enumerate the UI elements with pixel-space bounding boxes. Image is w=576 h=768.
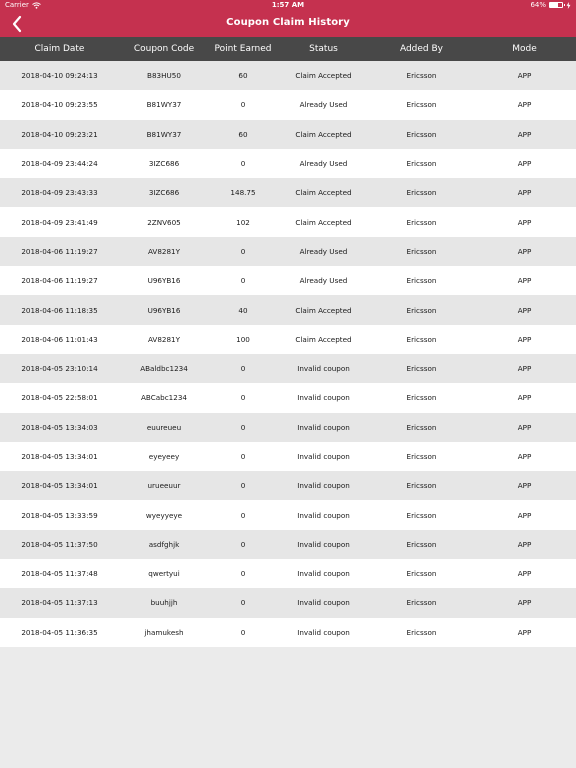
cell-status: Invalid coupon xyxy=(297,422,350,432)
cell-mode: APP xyxy=(517,159,532,169)
cell-coupon-code: buuhjjh xyxy=(150,598,178,608)
cell-mode: APP xyxy=(517,246,532,256)
cell-status: Invalid coupon xyxy=(297,539,350,549)
cell-coupon-code: U96YB16 xyxy=(147,276,181,286)
cell-coupon-code: U96YB16 xyxy=(147,305,181,315)
cell-added-by: Ericsson xyxy=(406,481,437,491)
cell-mode: APP xyxy=(517,334,532,344)
table-row[interactable] xyxy=(0,266,576,295)
cell-status: Invalid coupon xyxy=(297,481,350,491)
table-header xyxy=(0,37,576,61)
cell-added-by: Ericsson xyxy=(406,598,437,608)
cell-point-earned: 60 xyxy=(238,129,248,139)
cell-added-by: Ericsson xyxy=(406,129,437,139)
cell-status: Invalid coupon xyxy=(297,510,350,520)
cell-mode: APP xyxy=(517,71,532,81)
cell-mode: APP xyxy=(517,188,532,198)
cell-status: Claim Accepted xyxy=(295,188,352,198)
cell-claim-date: 2018-04-10 09:24:13 xyxy=(21,71,98,81)
cell-status: Already Used xyxy=(299,246,348,256)
cell-status: Already Used xyxy=(299,159,348,169)
cell-mode: APP xyxy=(517,452,532,461)
table-row[interactable] xyxy=(0,588,576,617)
table-row[interactable] xyxy=(0,618,576,647)
cell-point-earned: 0 xyxy=(240,100,246,110)
cell-point-earned: 148.75 xyxy=(230,188,256,198)
cell-claim-date: 2018-04-05 22:58:01 xyxy=(21,393,98,403)
cell-point-earned: 0 xyxy=(240,276,246,286)
column-header-point-earned: Point Earned xyxy=(214,44,272,54)
cell-claim-date: 2018-04-05 13:33:59 xyxy=(21,510,98,520)
cell-coupon-code: B81WY37 xyxy=(146,100,182,110)
cell-added-by: Ericsson xyxy=(406,159,437,169)
table-row[interactable] xyxy=(0,500,576,529)
cell-added-by: Ericsson xyxy=(406,305,437,315)
cell-claim-date: 2018-04-09 23:41:49 xyxy=(21,217,98,227)
cell-mode: APP xyxy=(517,627,532,637)
cell-status: Claim Accepted xyxy=(295,334,352,344)
cell-added-by: Ericsson xyxy=(406,569,437,579)
cell-point-earned: 0 xyxy=(240,246,246,256)
cell-coupon-code: AV8281Y xyxy=(147,334,181,344)
cell-added-by: Ericsson xyxy=(406,71,437,81)
cell-coupon-code: B83HU50 xyxy=(147,71,181,81)
cell-status: Invalid coupon xyxy=(297,452,350,461)
cell-status: Invalid coupon xyxy=(297,627,350,637)
cell-coupon-code: 2ZNV605 xyxy=(147,217,181,227)
claim-history-table xyxy=(0,61,576,647)
cell-added-by: Ericsson xyxy=(406,510,437,520)
cell-coupon-code: eyeyeey xyxy=(148,452,180,461)
cell-coupon-code: urueeuur xyxy=(147,481,181,491)
cell-claim-date: 2018-04-10 09:23:55 xyxy=(21,100,98,110)
charging-icon xyxy=(566,2,571,9)
cell-point-earned: 0 xyxy=(240,364,246,374)
carrier-label: Carrier xyxy=(5,1,29,9)
table-row[interactable] xyxy=(0,295,576,324)
cell-mode: APP xyxy=(517,598,532,608)
cell-status: Claim Accepted xyxy=(295,217,352,227)
cell-point-earned: 0 xyxy=(240,598,246,608)
cell-mode: APP xyxy=(517,276,532,286)
cell-point-earned: 102 xyxy=(236,217,250,227)
cell-claim-date: 2018-04-05 13:34:01 xyxy=(21,452,98,461)
cell-claim-date: 2018-04-06 11:01:43 xyxy=(21,334,98,344)
cell-claim-date: 2018-04-05 11:37:50 xyxy=(21,539,98,549)
cell-added-by: Ericsson xyxy=(406,276,437,286)
cell-claim-date: 2018-04-05 23:10:14 xyxy=(21,364,98,374)
cell-coupon-code: ABaldbc1234 xyxy=(140,364,188,374)
cell-coupon-code: euureueu xyxy=(146,422,182,432)
cell-added-by: Ericsson xyxy=(406,364,437,374)
table-row[interactable] xyxy=(0,471,576,500)
table-row[interactable] xyxy=(0,354,576,383)
cell-point-earned: 0 xyxy=(240,481,246,491)
cell-point-earned: 0 xyxy=(240,627,246,637)
navigation-bar xyxy=(0,12,576,37)
table-row[interactable] xyxy=(0,149,576,178)
table-row[interactable] xyxy=(0,237,576,266)
cell-mode: APP xyxy=(517,305,532,315)
battery-icon xyxy=(549,2,563,8)
status-right xyxy=(530,1,571,9)
cell-claim-date: 2018-04-05 13:34:03 xyxy=(21,422,98,432)
status-bar xyxy=(0,0,576,12)
cell-added-by: Ericsson xyxy=(406,452,437,461)
column-header-coupon-code: Coupon Code xyxy=(133,44,195,54)
cell-status: Claim Accepted xyxy=(295,71,352,81)
table-row[interactable] xyxy=(0,90,576,119)
table-row[interactable] xyxy=(0,442,576,471)
cell-added-by: Ericsson xyxy=(406,334,437,344)
page-title: Coupon Claim History xyxy=(226,17,350,28)
table-row[interactable] xyxy=(0,325,576,354)
cell-coupon-code: asdfghjk xyxy=(148,539,180,549)
table-row[interactable] xyxy=(0,61,576,90)
cell-claim-date: 2018-04-05 11:37:48 xyxy=(21,569,98,579)
cell-status: Claim Accepted xyxy=(295,305,352,315)
column-header-added-by: Added By xyxy=(399,44,444,54)
cell-coupon-code: AV8281Y xyxy=(147,246,181,256)
cell-coupon-code: wyeyyeye xyxy=(145,510,183,520)
cell-point-earned: 0 xyxy=(240,510,246,520)
column-header-claim-date: Claim Date xyxy=(34,44,85,54)
cell-mode: APP xyxy=(517,481,532,491)
cell-claim-date: 2018-04-06 11:19:27 xyxy=(21,246,98,256)
battery-percent: 64% xyxy=(530,1,546,9)
table-row[interactable] xyxy=(0,207,576,236)
cell-point-earned: 0 xyxy=(240,569,246,579)
cell-mode: APP xyxy=(517,217,532,227)
cell-coupon-code: 3IZC686 xyxy=(148,188,180,198)
cell-point-earned: 0 xyxy=(240,422,246,432)
cell-claim-date: 2018-04-06 11:18:35 xyxy=(21,305,98,315)
cell-status: Invalid coupon xyxy=(297,569,350,579)
cell-added-by: Ericsson xyxy=(406,100,437,110)
cell-status: Invalid coupon xyxy=(297,598,350,608)
cell-coupon-code: B81WY37 xyxy=(146,129,182,139)
table-row[interactable] xyxy=(0,120,576,149)
cell-point-earned: 100 xyxy=(236,334,250,344)
table-row[interactable] xyxy=(0,413,576,442)
table-row[interactable] xyxy=(0,530,576,559)
cell-added-by: Ericsson xyxy=(406,188,437,198)
cell-coupon-code: qwertyui xyxy=(148,569,180,579)
table-row[interactable] xyxy=(0,559,576,588)
cell-coupon-code: 3IZC686 xyxy=(148,159,180,169)
cell-point-earned: 0 xyxy=(240,539,246,549)
table-row[interactable] xyxy=(0,383,576,412)
cell-point-earned: 0 xyxy=(240,452,246,461)
cell-point-earned: 0 xyxy=(240,393,246,403)
cell-claim-date: 2018-04-05 11:37:13 xyxy=(21,598,98,608)
cell-added-by: Ericsson xyxy=(406,539,437,549)
cell-added-by: Ericsson xyxy=(406,393,437,403)
cell-status: Invalid coupon xyxy=(297,393,350,403)
cell-claim-date: 2018-04-09 23:44:24 xyxy=(21,159,98,169)
cell-status: Invalid coupon xyxy=(297,364,350,374)
cell-claim-date: 2018-04-05 13:34:01 xyxy=(21,481,98,491)
cell-mode: APP xyxy=(517,100,532,110)
cell-point-earned: 60 xyxy=(238,71,248,81)
cell-claim-date: 2018-04-10 09:23:21 xyxy=(21,129,98,139)
cell-point-earned: 40 xyxy=(238,305,248,315)
cell-mode: APP xyxy=(517,393,532,403)
status-time: 1:57 AM xyxy=(271,1,305,9)
cell-added-by: Ericsson xyxy=(406,422,437,432)
column-header-status: Status xyxy=(309,44,338,54)
cell-claim-date: 2018-04-06 11:19:27 xyxy=(21,276,98,286)
cell-mode: APP xyxy=(517,569,532,579)
column-header-mode: Mode xyxy=(512,44,537,54)
cell-mode: APP xyxy=(517,539,532,549)
cell-status: Already Used xyxy=(299,276,348,286)
top-bar xyxy=(0,0,576,37)
cell-mode: APP xyxy=(517,129,532,139)
cell-mode: APP xyxy=(517,510,532,520)
cell-status: Claim Accepted xyxy=(295,129,352,139)
cell-mode: APP xyxy=(517,364,532,374)
table-row[interactable] xyxy=(0,178,576,207)
cell-claim-date: 2018-04-09 23:43:33 xyxy=(21,188,98,198)
cell-added-by: Ericsson xyxy=(406,627,437,637)
cell-status: Already Used xyxy=(299,100,348,110)
cell-added-by: Ericsson xyxy=(406,217,437,227)
cell-coupon-code: ABCabc1234 xyxy=(141,393,187,403)
cell-added-by: Ericsson xyxy=(406,246,437,256)
cell-mode: APP xyxy=(517,422,532,432)
cell-point-earned: 0 xyxy=(240,159,246,169)
cell-claim-date: 2018-04-05 11:36:35 xyxy=(21,627,98,637)
cell-coupon-code: jhamukesh xyxy=(144,627,184,637)
